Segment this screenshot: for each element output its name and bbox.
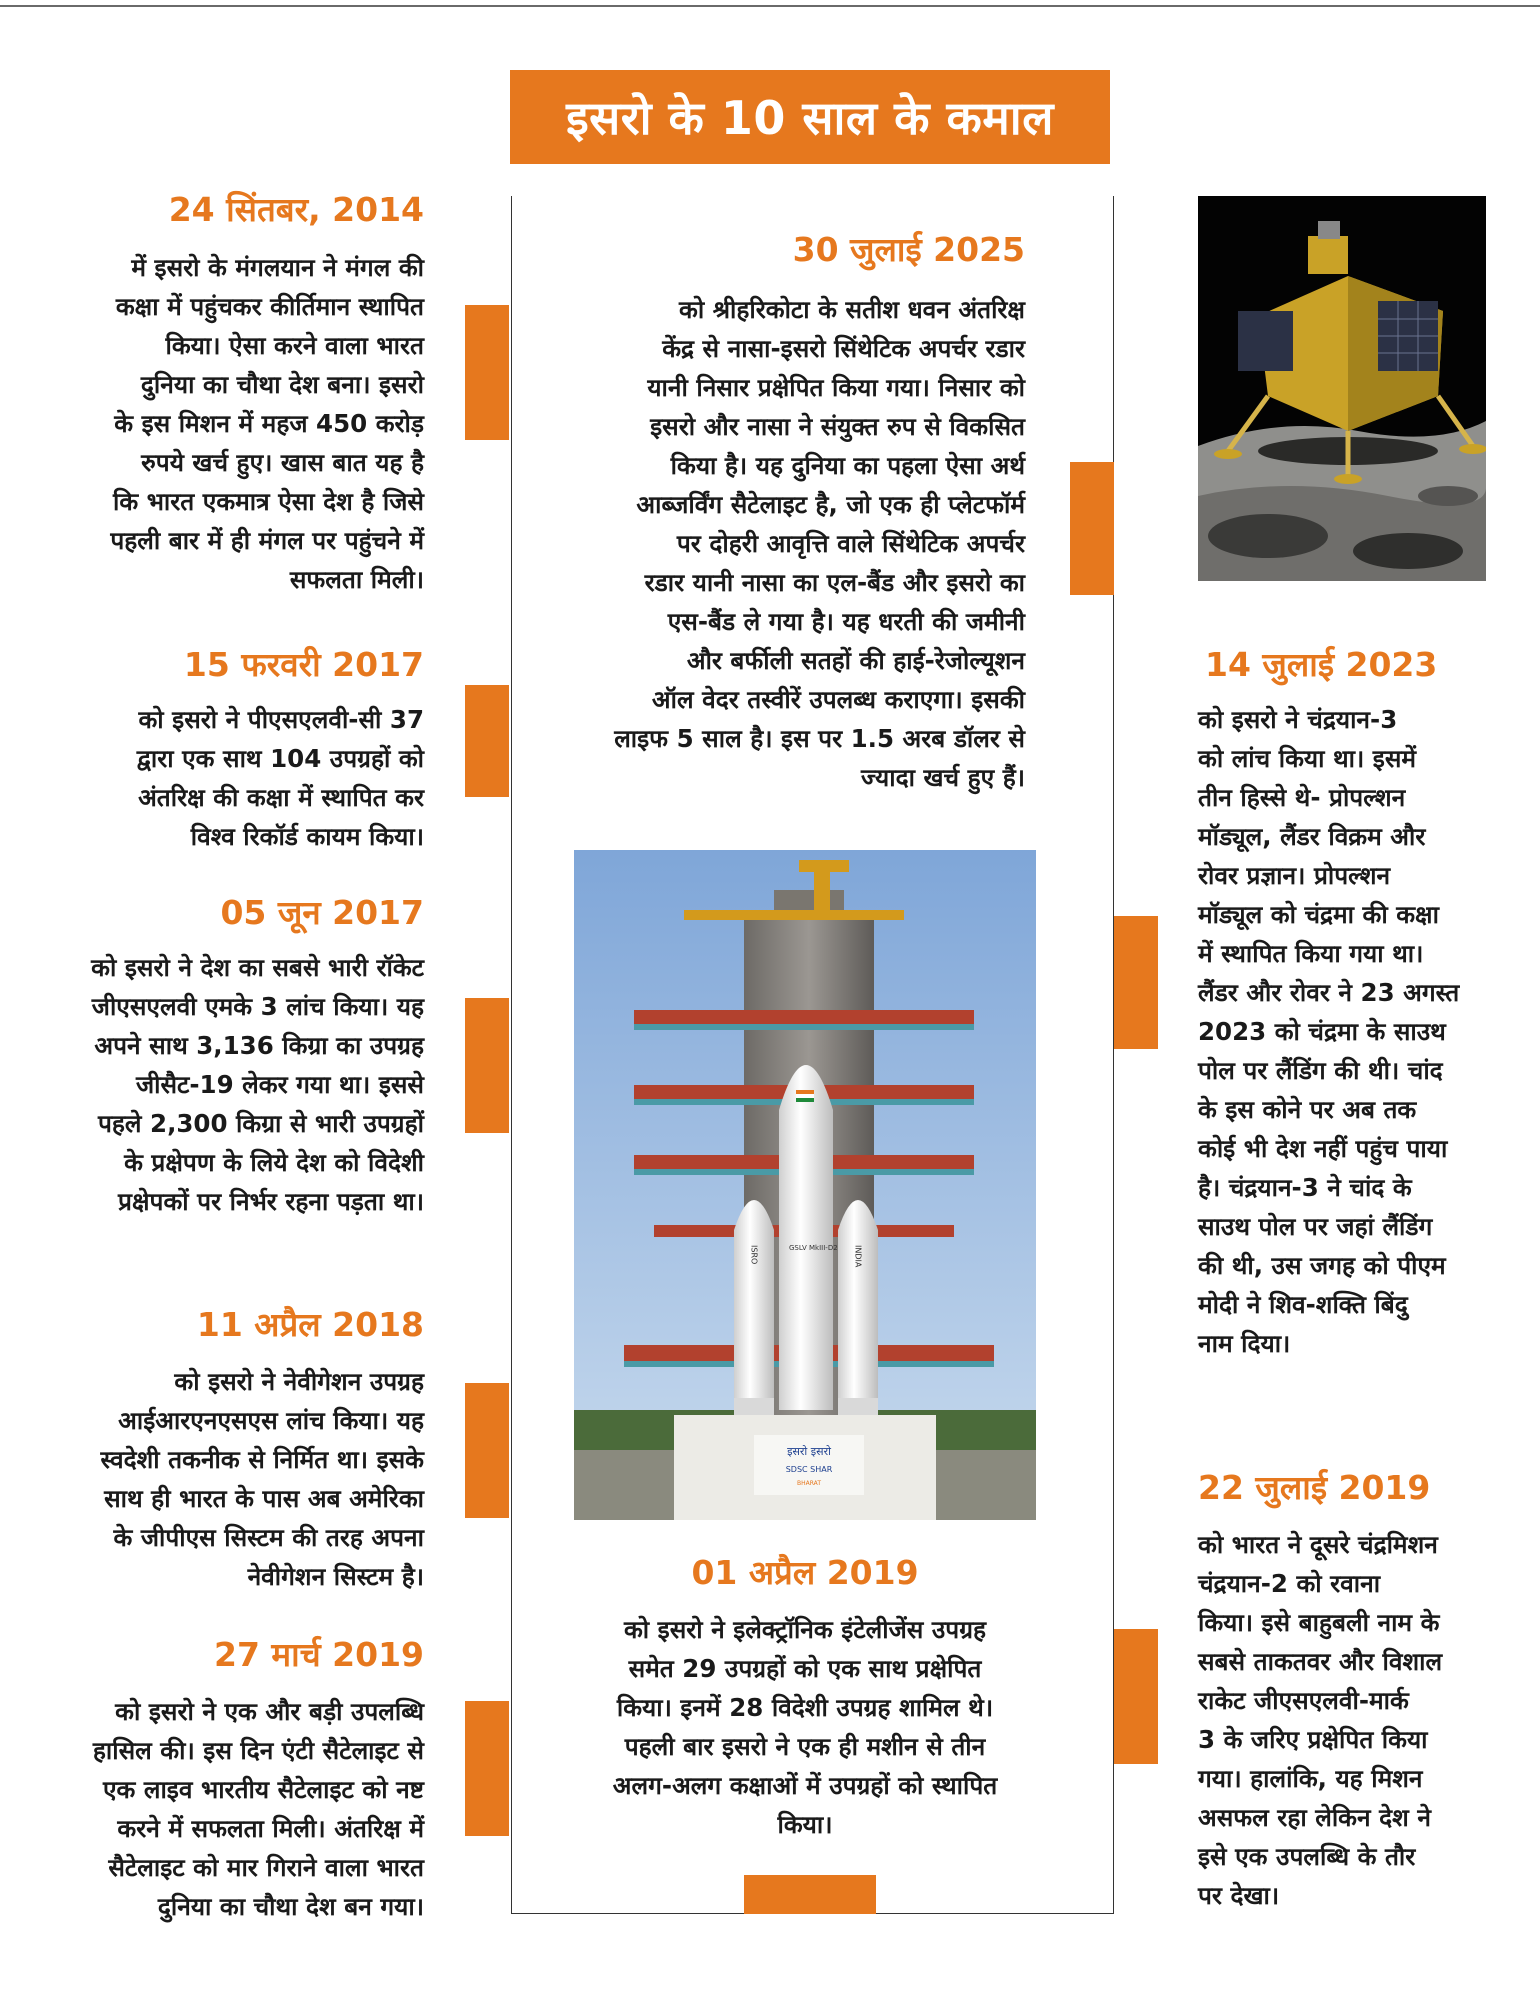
date-2023: 14 जुलाई 2023 — [1205, 645, 1438, 684]
rocket-label-gslv: GSLV MkIII-D2 — [789, 1244, 838, 1252]
accent-bar — [1114, 1629, 1158, 1764]
text-line: नाम दिया। — [1198, 1329, 1291, 1358]
text-line: को इसरो ने एक और बड़ी उपलब्धि — [115, 1697, 424, 1726]
text-line: साथ ही भारत के पास अब अमेरिका — [104, 1484, 424, 1513]
accent-bar — [1114, 916, 1158, 1049]
text-line: पहले 2,300 किग्रा से भारी उपग्रहों — [97, 1109, 424, 1138]
text-line: है। चंद्रयान-3 ने चांद के — [1198, 1173, 1412, 1202]
text-line: ज्यादा खर्च हुए हैं। — [861, 763, 1025, 792]
text-line: अपने साथ 3,136 किग्रा का उपग्रह — [94, 1031, 424, 1060]
text-line: स्वदेशी तकनीक से निर्मित था। इसके — [100, 1445, 424, 1474]
text-line: असफल रहा लेकिन देश ने — [1198, 1803, 1431, 1832]
text-line: 2023 को चंद्रमा के साउथ — [1198, 1017, 1446, 1046]
text-line: में स्थापित किया गया था। — [1198, 939, 1424, 968]
text-line: चंद्रयान-2 को रवाना — [1198, 1569, 1381, 1598]
date-2018: 11 अप्रैल 2018 — [196, 1305, 424, 1344]
text-line: पर देखा। — [1198, 1881, 1280, 1910]
text-line: के जीपीएस सिस्टम की तरह अपना — [113, 1523, 424, 1552]
text-line: दुनिया का चौथा देश बना। इसरो — [140, 370, 424, 399]
text-line: 3 के जरिए प्रक्षेपित किया — [1198, 1725, 1428, 1754]
text-line: के प्रक्षेपण के लिये देश को विदेशी — [124, 1148, 424, 1177]
text-line: को लांच किया था। इसमें — [1198, 744, 1417, 773]
text-line: जीएसएलवी एमके 3 लांच किया। यह — [91, 992, 424, 1021]
text-line: को इसरो ने पीएसएलवी-सी 37 — [138, 705, 424, 734]
text-line: जीसैट-19 लेकर गया था। इससे — [135, 1070, 424, 1099]
text-line: को श्रीहरिकोटा के सतीश धवन अंतरिक्ष — [679, 295, 1025, 324]
accent-bar — [1070, 462, 1114, 595]
text-line: के इस मिशन में महज 450 करोड़ — [114, 409, 424, 438]
text-line: किया। ऐसा करने वाला भारत — [165, 331, 424, 360]
rocket-label-isro: ISRO — [749, 1245, 759, 1265]
text-line: मॉड्यूल को चंद्रमा की कक्षा — [1198, 900, 1439, 929]
text-line: मॉड्यूल, लैंडर विक्रम और — [1198, 822, 1426, 851]
entry-2023-text — [1198, 700, 1498, 1363]
text-line: एस-बैंड ले गया है। यह धरती की जमीनी — [667, 607, 1025, 636]
entry-2019-jul-text — [1198, 1525, 1498, 1915]
text-line: दुनिया का चौथा देश बन गया। — [157, 1892, 424, 1921]
accent-bar — [465, 685, 509, 797]
text-line: को इसरो ने नेवीगेशन उपग्रह — [174, 1367, 424, 1396]
sign-sub: BHARAT — [797, 1480, 821, 1487]
text-line: रोवर प्रज्ञान। प्रोपल्शन — [1198, 861, 1391, 890]
text-line: कोई भी देश नहीं पहुंच पाया — [1198, 1134, 1448, 1163]
entry-2014-text — [40, 248, 424, 599]
top-rule — [0, 5, 1540, 7]
lander-illustration — [1198, 196, 1486, 581]
text-line: को इसरो ने इलेक्ट्रॉनिक इंटेलीजेंस उपग्रह — [623, 1615, 987, 1644]
accent-bar — [744, 1875, 876, 1914]
text-line: को भारत ने दूसरे चंद्रमिशन — [1198, 1530, 1438, 1559]
text-line: सफलता मिली। — [289, 565, 424, 594]
text-line: ऑल वेदर तस्वीरें उपलब्ध कराएगा। इसकी — [651, 685, 1025, 714]
text-line: नेवीगेशन सिस्टम है। — [247, 1562, 424, 1591]
date-2025: 30 जुलाई 2025 — [792, 230, 1025, 269]
text-line: प्रक्षेपकों पर निर्भर रहना पड़ता था। — [118, 1187, 424, 1216]
text-line: में इसरो के मंगलयान ने मंगल की — [131, 253, 424, 282]
entry-2017-jun-text — [40, 948, 424, 1221]
page-title: इसरो के 10 साल के कमाल — [510, 70, 1110, 164]
text-line: कि भारत एकमात्र ऐसा देश है जिसे — [113, 487, 424, 516]
text-line: इसे एक उपलब्धि के तौर — [1198, 1842, 1416, 1871]
text-line: के इस कोने पर अब तक — [1198, 1095, 1417, 1124]
accent-bar — [465, 1701, 509, 1836]
text-line: एक लाइव भारतीय सैटेलाइट को नष्ट — [102, 1775, 424, 1804]
sign-hindi: इसरो इसरो — [787, 1445, 831, 1458]
text-line: पोल पर लैंडिंग की थी। चांद — [1198, 1056, 1443, 1085]
date-2014: 24 सिंतबर, 2014 — [168, 190, 424, 229]
text-line: पहली बार इसरो ने एक ही मशीन से तीन — [624, 1732, 986, 1761]
date-2017-feb: 15 फरवरी 2017 — [183, 645, 424, 684]
text-line: रुपये खर्च हुए। खास बात यह है — [141, 448, 424, 477]
text-line: इसरो और नासा ने संयुक्त रुप से विकसित — [650, 412, 1025, 441]
text-line: पर दोहरी आवृत्ति वाले सिंथेटिक अपर्चर — [676, 529, 1025, 558]
text-line: कक्षा में पहुंचकर कीर्तिमान स्थापित — [115, 292, 424, 321]
rocket-label-india: INDIA — [853, 1245, 863, 1268]
text-line: करने में सफलता मिली। अंतरिक्ष में — [117, 1814, 424, 1843]
text-line: यानी निसार प्रक्षेपित किया गया। निसार को — [647, 373, 1025, 402]
text-line: गया। हालांकि, यह मिशन — [1198, 1764, 1423, 1793]
text-line: की थी, उस जगह को पीएम — [1198, 1251, 1446, 1280]
date-2017-jun: 05 जून 2017 — [220, 893, 424, 932]
text-line: लाइफ 5 साल है। इस पर 1.5 अरब डॉलर से — [614, 724, 1025, 753]
text-line: किया। — [777, 1810, 833, 1839]
text-line: मोदी ने शिव-शक्ति बिंदु — [1198, 1290, 1408, 1319]
accent-bar — [465, 305, 509, 440]
text-line: किया। इसे बाहुबली नाम के — [1198, 1608, 1440, 1637]
date-2019-jul: 22 जुलाई 2019 — [1198, 1468, 1431, 1507]
text-line: द्वारा एक साथ 104 उपग्रहों को — [136, 744, 424, 773]
lunar-lander-photo — [1198, 196, 1486, 581]
text-line: साउथ पोल पर जहां लैंडिंग — [1198, 1212, 1433, 1241]
text-line: को इसरो ने देश का सबसे भारी रॉकेट — [91, 953, 424, 982]
rocket-launchpad-photo — [574, 850, 1036, 1520]
text-line: समेत 29 उपग्रहों को एक साथ प्रक्षेपित — [628, 1654, 982, 1683]
text-line: सैटेलाइट को मार गिराने वाला भारत — [108, 1853, 424, 1882]
text-line: अलग-अलग कक्षाओं में उपग्रहों को स्थापित — [612, 1771, 998, 1800]
text-line: आईआरएनएसएस लांच किया। यह — [118, 1406, 424, 1435]
text-line: तीन हिस्से थे- प्रोपल्शन — [1198, 783, 1406, 812]
text-line: हासिल की। इस दिन एंटी सैटेलाइट से — [92, 1736, 424, 1765]
accent-bar — [465, 1383, 509, 1518]
accent-bar — [465, 998, 509, 1133]
text-line: किया। इनमें 28 विदेशी उपग्रह शामिल थे। — [616, 1693, 994, 1722]
text-line: अंतरिक्ष की कक्षा में स्थापित कर — [138, 783, 424, 812]
entry-2019-mar-text — [40, 1692, 424, 1926]
entry-2019-apr-text — [560, 1610, 1050, 1844]
date-2019-apr: 01 अप्रैल 2019 — [691, 1553, 919, 1592]
text-line: और बर्फीली सतहों की हाई-रेजोल्यूशन — [686, 646, 1025, 675]
rocket-illustration — [574, 850, 1036, 1520]
entry-2018-text — [40, 1362, 424, 1596]
date-2019-mar: 27 मार्च 2019 — [214, 1635, 424, 1674]
text-line: किया है। यह दुनिया का पहला ऐसा अर्थ — [670, 451, 1025, 480]
text-line: रडार यानी नासा का एल-बैंड और इसरो का — [644, 568, 1025, 597]
text-line: सबसे ताकतवर और विशाल — [1198, 1647, 1443, 1676]
text-line: लैंडर और रोवर ने 23 अगस्त — [1198, 978, 1460, 1007]
text-line: राकेट जीएसएलवी-मार्क — [1198, 1686, 1409, 1715]
entry-2017-feb-text — [40, 700, 424, 856]
entry-2025-text — [540, 290, 1025, 797]
text-line: केंद्र से नासा-इसरो सिंथेटिक अपर्चर रडार — [662, 334, 1025, 363]
sign-sdsc: SDSC SHAR — [785, 1465, 833, 1474]
text-line: विश्व रिकॉर्ड कायम किया। — [190, 822, 424, 851]
text-line: आब्जर्विंग सैटेलाइट है, जो एक ही प्लेटफॉर्म — [636, 490, 1025, 519]
text-line: पहली बार में ही मंगल पर पहुंचने में — [110, 526, 424, 555]
text-line: को इसरो ने चंद्रयान-3 — [1198, 705, 1398, 734]
